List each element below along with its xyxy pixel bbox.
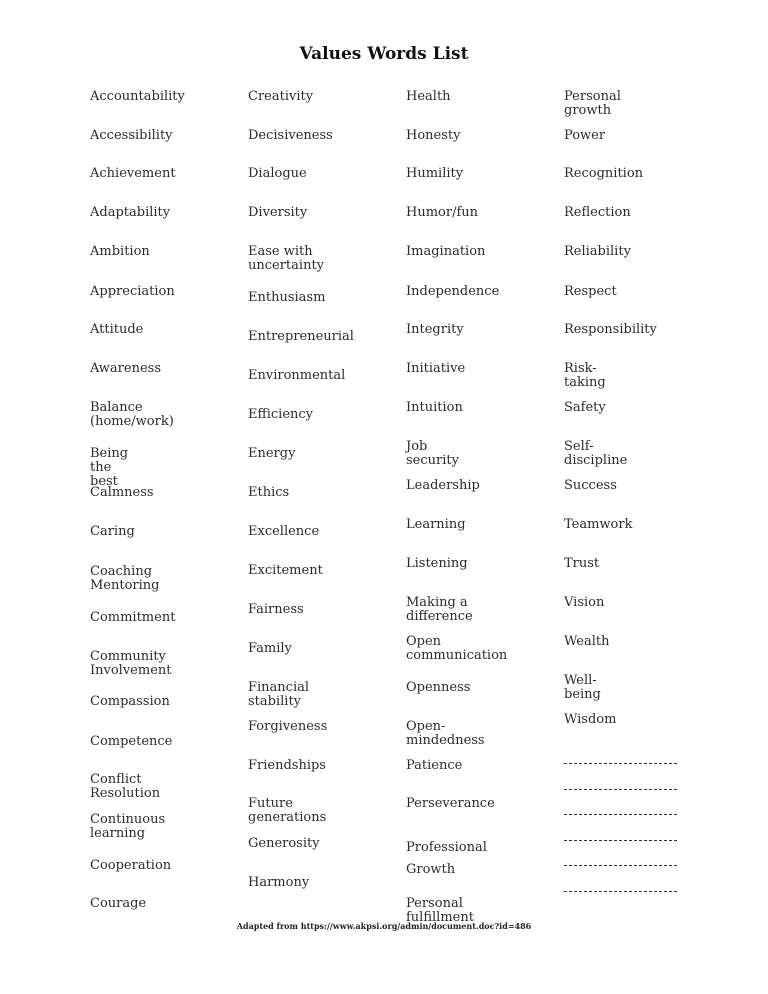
source-footer: Adapted from https://www.akpsi.org/admin/document.doc?id=486 bbox=[236, 921, 532, 931]
value-word: Leadership bbox=[406, 478, 480, 493]
value-word: Efficiency bbox=[248, 407, 314, 422]
value-word: Accountability bbox=[90, 89, 185, 104]
value-word: Listening bbox=[406, 556, 468, 571]
value-word: Vision bbox=[564, 595, 605, 610]
value-word: Dialogue bbox=[248, 166, 307, 181]
value-word: Conflict Resolution bbox=[90, 772, 161, 801]
value-word: Initiative bbox=[406, 361, 466, 376]
value-word: Continuous learning bbox=[90, 812, 166, 841]
blank-line bbox=[564, 865, 677, 866]
value-word: Energy bbox=[248, 446, 296, 461]
value-word: Health bbox=[406, 89, 451, 104]
value-word: Independence bbox=[406, 284, 500, 299]
value-word: Excitement bbox=[248, 563, 323, 578]
value-word: Entrepreneurial bbox=[248, 329, 354, 344]
value-word: Harmony bbox=[248, 875, 310, 890]
value-word: Well-being bbox=[564, 673, 601, 702]
value-word: Reflection bbox=[564, 205, 631, 220]
value-word: Openness bbox=[406, 680, 471, 695]
value-word: Enthusiasm bbox=[248, 290, 326, 305]
value-word: Safety bbox=[564, 400, 606, 415]
value-word: Professional Growth bbox=[406, 840, 487, 877]
value-word: Perseverance bbox=[406, 796, 495, 811]
value-word: Calmness bbox=[90, 485, 154, 500]
value-word: Imagination bbox=[406, 244, 486, 259]
value-word: Recognition bbox=[564, 166, 644, 181]
value-word: Balance (home/work) bbox=[90, 400, 174, 429]
value-word: Wealth bbox=[564, 634, 610, 649]
value-word: Accessibility bbox=[90, 128, 173, 143]
value-word: Cooperation bbox=[90, 858, 172, 873]
blank-line bbox=[564, 789, 677, 790]
value-word: Community Involvement bbox=[90, 649, 172, 678]
value-word: Being the best bbox=[90, 446, 129, 489]
value-word: Achievement bbox=[90, 166, 176, 181]
value-word: Success bbox=[564, 478, 617, 493]
value-word: Adaptability bbox=[90, 205, 171, 220]
value-word: Coaching Mentoring bbox=[90, 564, 160, 593]
value-word: Diversity bbox=[248, 205, 308, 220]
value-word: Financial stability bbox=[248, 680, 310, 709]
value-word: Responsibility bbox=[564, 322, 657, 337]
value-word: Personal growth bbox=[564, 89, 621, 118]
value-word: Respect bbox=[564, 284, 617, 299]
value-word: Courage bbox=[90, 896, 147, 911]
value-word: Appreciation bbox=[90, 284, 175, 299]
value-word: Excellence bbox=[248, 524, 320, 539]
value-word: Humor/fun bbox=[406, 205, 479, 220]
blank-line bbox=[564, 814, 677, 815]
value-word: Future generations bbox=[248, 796, 327, 825]
blank-line bbox=[564, 763, 677, 764]
value-word: Decisiveness bbox=[248, 128, 333, 143]
value-word: Environmental bbox=[248, 368, 346, 383]
value-word: Commitment bbox=[90, 610, 176, 625]
value-word: Making a difference bbox=[406, 595, 473, 624]
value-word: Fairness bbox=[248, 602, 304, 617]
value-word: Competence bbox=[90, 734, 173, 749]
value-word: Integrity bbox=[406, 322, 464, 337]
value-word: Ethics bbox=[248, 485, 290, 500]
value-word: Honesty bbox=[406, 128, 461, 143]
value-word: Ambition bbox=[90, 244, 150, 259]
value-word: Compassion bbox=[90, 694, 170, 709]
value-word: Self-discipline bbox=[564, 439, 628, 468]
value-word: Awareness bbox=[90, 361, 161, 376]
value-word: Learning bbox=[406, 517, 466, 532]
value-word: Patience bbox=[406, 758, 463, 773]
value-word: Family bbox=[248, 641, 292, 656]
value-word: Job security bbox=[406, 439, 459, 468]
value-word: Generosity bbox=[248, 836, 320, 851]
value-word: Power bbox=[564, 128, 606, 143]
value-word: Forgiveness bbox=[248, 719, 328, 734]
value-word: Teamwork bbox=[564, 517, 633, 532]
value-word: Risk-taking bbox=[564, 361, 606, 390]
value-word: Attitude bbox=[90, 322, 144, 337]
blank-line bbox=[564, 891, 677, 892]
value-word: Caring bbox=[90, 524, 135, 539]
blank-line bbox=[564, 840, 677, 841]
value-word: Intuition bbox=[406, 400, 463, 415]
value-word: Creativity bbox=[248, 89, 314, 104]
page-title: Values Words List bbox=[299, 44, 469, 64]
value-word: Open-mindedness bbox=[406, 719, 485, 748]
value-word: Reliability bbox=[564, 244, 631, 259]
value-word: Ease with uncertainty bbox=[248, 244, 325, 273]
value-word: Trust bbox=[564, 556, 600, 571]
value-word: Friendships bbox=[248, 758, 326, 773]
value-word: Open communication bbox=[406, 634, 508, 663]
value-word: Wisdom bbox=[564, 712, 617, 727]
value-word: Personal fulfillment bbox=[406, 896, 474, 925]
value-word: Humility bbox=[406, 166, 464, 181]
